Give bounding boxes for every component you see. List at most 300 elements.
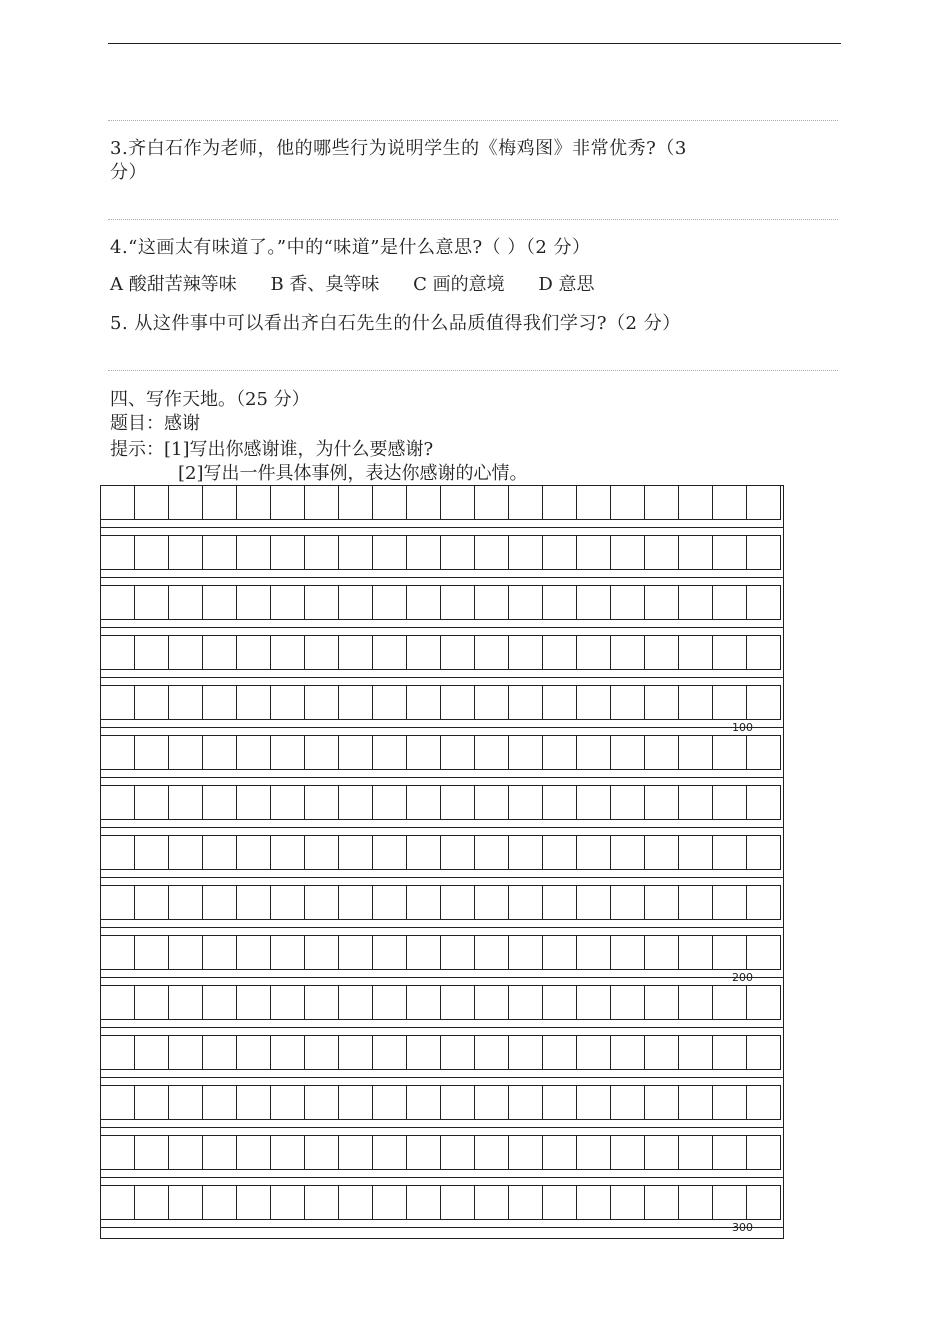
grid-cell[interactable] [678, 985, 713, 1020]
grid-cell[interactable] [202, 635, 237, 670]
grid-cell[interactable] [474, 635, 509, 670]
grid-cell[interactable] [100, 735, 135, 770]
grid-cell[interactable] [542, 835, 577, 870]
grid-cell[interactable] [372, 735, 407, 770]
grid-cell[interactable] [576, 1035, 611, 1070]
grid-cell[interactable] [474, 885, 509, 920]
grid-cell[interactable] [202, 1185, 237, 1220]
grid-cell[interactable] [508, 735, 543, 770]
grid-cell[interactable] [304, 835, 339, 870]
grid-cell[interactable] [678, 535, 713, 570]
grid-cell[interactable] [610, 1185, 645, 1220]
grid-cell[interactable] [542, 1135, 577, 1170]
grid-cell[interactable] [236, 635, 271, 670]
grid-cell[interactable] [508, 1135, 543, 1170]
grid-cell[interactable] [678, 735, 713, 770]
grid-cell[interactable] [746, 485, 781, 520]
grid-cell[interactable] [678, 1185, 713, 1220]
grid-cell[interactable] [508, 1035, 543, 1070]
grid-cell[interactable] [440, 735, 475, 770]
grid-cell[interactable] [678, 1085, 713, 1120]
grid-cell[interactable] [236, 835, 271, 870]
grid-cell[interactable] [270, 985, 305, 1020]
grid-cell[interactable] [202, 485, 237, 520]
grid-cell[interactable] [678, 1035, 713, 1070]
grid-cell[interactable] [610, 585, 645, 620]
grid-cell[interactable] [610, 835, 645, 870]
grid-cell[interactable] [134, 785, 169, 820]
grid-cell[interactable] [406, 1185, 441, 1220]
grid-cell[interactable] [576, 685, 611, 720]
grid-cell[interactable] [406, 1035, 441, 1070]
grid-cell[interactable] [202, 535, 237, 570]
grid-cell[interactable] [474, 835, 509, 870]
grid-cell[interactable] [644, 635, 679, 670]
grid-cell[interactable] [576, 835, 611, 870]
grid-cell[interactable] [576, 1135, 611, 1170]
grid-cell[interactable] [372, 1185, 407, 1220]
grid-cell[interactable] [474, 1135, 509, 1170]
grid-cell[interactable] [440, 685, 475, 720]
grid-cell[interactable] [168, 1185, 203, 1220]
grid-cell[interactable] [474, 1035, 509, 1070]
grid-cell[interactable] [644, 735, 679, 770]
grid-cell[interactable] [746, 635, 781, 670]
grid-cell[interactable] [202, 935, 237, 970]
grid-cell[interactable] [372, 1035, 407, 1070]
grid-cell[interactable] [712, 1135, 747, 1170]
grid-cell[interactable] [576, 635, 611, 670]
grid-cell[interactable] [168, 935, 203, 970]
grid-cell[interactable] [610, 685, 645, 720]
grid-cell[interactable] [440, 1185, 475, 1220]
grid-cell[interactable] [270, 1135, 305, 1170]
grid-cell[interactable] [202, 1085, 237, 1120]
grid-cell[interactable] [372, 935, 407, 970]
grid-cell[interactable] [270, 785, 305, 820]
grid-cell[interactable] [644, 685, 679, 720]
grid-cell[interactable] [440, 535, 475, 570]
grid-cell[interactable] [542, 635, 577, 670]
grid-cell[interactable] [610, 785, 645, 820]
grid-cell[interactable] [746, 885, 781, 920]
grid-cell[interactable] [508, 485, 543, 520]
grid-cell[interactable] [100, 1085, 135, 1120]
grid-cell[interactable] [746, 685, 781, 720]
grid-cell[interactable] [712, 1185, 747, 1220]
grid-cell[interactable] [372, 485, 407, 520]
grid-cell[interactable] [508, 785, 543, 820]
grid-cell[interactable] [236, 1085, 271, 1120]
grid-cell[interactable] [202, 985, 237, 1020]
grid-cell[interactable] [236, 785, 271, 820]
grid-cell[interactable] [100, 485, 135, 520]
grid-cell[interactable] [406, 885, 441, 920]
grid-cell[interactable] [100, 1135, 135, 1170]
grid-cell[interactable] [338, 1035, 373, 1070]
grid-cell[interactable] [406, 1135, 441, 1170]
grid-cell[interactable] [746, 1085, 781, 1120]
grid-cell[interactable] [372, 885, 407, 920]
grid-cell[interactable] [100, 535, 135, 570]
grid-cell[interactable] [270, 935, 305, 970]
grid-cell[interactable] [576, 535, 611, 570]
grid-cell[interactable] [610, 735, 645, 770]
grid-cell[interactable] [270, 535, 305, 570]
grid-cell[interactable] [372, 1135, 407, 1170]
grid-cell[interactable] [168, 735, 203, 770]
grid-cell[interactable] [338, 535, 373, 570]
grid-cell[interactable] [168, 1135, 203, 1170]
grid-cell[interactable] [134, 535, 169, 570]
grid-cell[interactable] [304, 1135, 339, 1170]
grid-cell[interactable] [270, 485, 305, 520]
grid-cell[interactable] [270, 685, 305, 720]
grid-cell[interactable] [406, 585, 441, 620]
grid-cell[interactable] [712, 835, 747, 870]
grid-cell[interactable] [270, 885, 305, 920]
grid-cell[interactable] [610, 935, 645, 970]
grid-cell[interactable] [712, 485, 747, 520]
grid-cell[interactable] [542, 785, 577, 820]
grid-cell[interactable] [304, 585, 339, 620]
grid-cell[interactable] [236, 1185, 271, 1220]
grid-cell[interactable] [644, 785, 679, 820]
grid-cell[interactable] [270, 635, 305, 670]
grid-cell[interactable] [236, 1135, 271, 1170]
grid-cell[interactable] [100, 985, 135, 1020]
grid-cell[interactable] [134, 485, 169, 520]
grid-cell[interactable] [474, 735, 509, 770]
grid-cell[interactable] [644, 485, 679, 520]
grid-cell[interactable] [202, 685, 237, 720]
grid-cell[interactable] [406, 635, 441, 670]
grid-cell[interactable] [508, 885, 543, 920]
grid-cell[interactable] [440, 935, 475, 970]
grid-cell[interactable] [338, 885, 373, 920]
grid-cell[interactable] [372, 785, 407, 820]
answer-line-q2[interactable] [108, 120, 838, 121]
grid-cell[interactable] [202, 885, 237, 920]
grid-cell[interactable] [474, 1185, 509, 1220]
grid-cell[interactable] [304, 735, 339, 770]
grid-cell[interactable] [610, 1135, 645, 1170]
grid-cell[interactable] [134, 835, 169, 870]
grid-cell[interactable] [644, 885, 679, 920]
grid-cell[interactable] [202, 1035, 237, 1070]
grid-cell[interactable] [678, 885, 713, 920]
grid-cell[interactable] [542, 485, 577, 520]
grid-cell[interactable] [202, 835, 237, 870]
grid-cell[interactable] [440, 1085, 475, 1120]
grid-cell[interactable] [712, 1035, 747, 1070]
grid-cell[interactable] [508, 935, 543, 970]
grid-cell[interactable] [610, 635, 645, 670]
grid-cell[interactable] [678, 835, 713, 870]
grid-cell[interactable] [576, 1085, 611, 1120]
grid-cell[interactable] [576, 985, 611, 1020]
grid-cell[interactable] [610, 1085, 645, 1120]
grid-cell[interactable] [610, 485, 645, 520]
grid-cell[interactable] [440, 785, 475, 820]
grid-cell[interactable] [644, 985, 679, 1020]
grid-cell[interactable] [338, 785, 373, 820]
grid-cell[interactable] [746, 535, 781, 570]
grid-cell[interactable] [168, 585, 203, 620]
grid-cell[interactable] [338, 635, 373, 670]
grid-cell[interactable] [542, 585, 577, 620]
grid-cell[interactable] [712, 1085, 747, 1120]
grid-cell[interactable] [168, 1035, 203, 1070]
grid-cell[interactable] [338, 1085, 373, 1120]
grid-cell[interactable] [440, 585, 475, 620]
grid-cell[interactable] [712, 585, 747, 620]
grid-cell[interactable] [304, 785, 339, 820]
grid-cell[interactable] [508, 685, 543, 720]
answer-line-q3[interactable] [108, 219, 838, 220]
grid-cell[interactable] [678, 635, 713, 670]
grid-cell[interactable] [236, 1035, 271, 1070]
grid-cell[interactable] [508, 635, 543, 670]
grid-cell[interactable] [270, 1185, 305, 1220]
grid-cell[interactable] [168, 885, 203, 920]
grid-cell[interactable] [338, 1135, 373, 1170]
grid-cell[interactable] [304, 685, 339, 720]
grid-cell[interactable] [644, 1035, 679, 1070]
grid-cell[interactable] [678, 1135, 713, 1170]
grid-cell[interactable] [338, 835, 373, 870]
grid-cell[interactable] [678, 485, 713, 520]
grid-cell[interactable] [236, 485, 271, 520]
grid-cell[interactable] [236, 735, 271, 770]
grid-cell[interactable] [576, 935, 611, 970]
grid-cell[interactable] [440, 1035, 475, 1070]
grid-cell[interactable] [712, 885, 747, 920]
grid-cell[interactable] [542, 1185, 577, 1220]
grid-cell[interactable] [678, 935, 713, 970]
grid-cell[interactable] [474, 935, 509, 970]
grid-cell[interactable] [100, 585, 135, 620]
grid-cell[interactable] [338, 735, 373, 770]
grid-cell[interactable] [746, 835, 781, 870]
grid-cell[interactable] [270, 585, 305, 620]
grid-cell[interactable] [644, 1135, 679, 1170]
grid-cell[interactable] [712, 735, 747, 770]
grid-cell[interactable] [406, 1085, 441, 1120]
grid-cell[interactable] [270, 835, 305, 870]
grid-cell[interactable] [746, 935, 781, 970]
option-a[interactable]: A 酸甜苦辣等味 [110, 274, 237, 295]
grid-cell[interactable] [304, 935, 339, 970]
grid-cell[interactable] [746, 585, 781, 620]
grid-cell[interactable] [474, 985, 509, 1020]
grid-cell[interactable] [168, 1085, 203, 1120]
grid-cell[interactable] [576, 785, 611, 820]
grid-cell[interactable] [746, 985, 781, 1020]
grid-cell[interactable] [338, 485, 373, 520]
grid-cell[interactable] [508, 835, 543, 870]
grid-cell[interactable] [304, 635, 339, 670]
grid-cell[interactable] [542, 985, 577, 1020]
grid-cell[interactable] [644, 935, 679, 970]
grid-cell[interactable] [610, 985, 645, 1020]
grid-cell[interactable] [644, 1185, 679, 1220]
grid-cell[interactable] [406, 735, 441, 770]
grid-cell[interactable] [576, 1185, 611, 1220]
grid-cell[interactable] [372, 1085, 407, 1120]
grid-cell[interactable] [236, 935, 271, 970]
grid-cell[interactable] [610, 1035, 645, 1070]
grid-cell[interactable] [712, 985, 747, 1020]
grid-cell[interactable] [372, 535, 407, 570]
grid-cell[interactable] [236, 535, 271, 570]
writing-grid[interactable] [100, 485, 784, 1241]
grid-cell[interactable] [474, 585, 509, 620]
grid-cell[interactable] [406, 685, 441, 720]
grid-cell[interactable] [746, 1035, 781, 1070]
grid-cell[interactable] [644, 585, 679, 620]
grid-cell[interactable] [168, 535, 203, 570]
option-c[interactable]: C 画的意境 [413, 274, 505, 295]
grid-cell[interactable] [236, 985, 271, 1020]
grid-cell[interactable] [542, 535, 577, 570]
grid-cell[interactable] [746, 785, 781, 820]
grid-cell[interactable] [542, 685, 577, 720]
grid-cell[interactable] [508, 1085, 543, 1120]
grid-cell[interactable] [474, 785, 509, 820]
grid-cell[interactable] [678, 585, 713, 620]
grid-cell[interactable] [712, 535, 747, 570]
grid-cell[interactable] [440, 635, 475, 670]
grid-cell[interactable] [746, 735, 781, 770]
grid-cell[interactable] [406, 935, 441, 970]
grid-cell[interactable] [610, 885, 645, 920]
grid-cell[interactable] [440, 885, 475, 920]
grid-cell[interactable] [712, 935, 747, 970]
grid-cell[interactable] [338, 585, 373, 620]
grid-cell[interactable] [100, 685, 135, 720]
grid-cell[interactable] [372, 985, 407, 1020]
grid-cell[interactable] [542, 735, 577, 770]
grid-cell[interactable] [100, 885, 135, 920]
grid-cell[interactable] [100, 635, 135, 670]
grid-cell[interactable] [134, 985, 169, 1020]
grid-cell[interactable] [576, 885, 611, 920]
grid-cell[interactable] [236, 585, 271, 620]
grid-cell[interactable] [134, 735, 169, 770]
grid-cell[interactable] [236, 885, 271, 920]
grid-cell[interactable] [610, 535, 645, 570]
grid-cell[interactable] [678, 785, 713, 820]
grid-cell[interactable] [100, 785, 135, 820]
grid-cell[interactable] [440, 485, 475, 520]
grid-cell[interactable] [542, 1035, 577, 1070]
grid-cell[interactable] [678, 685, 713, 720]
grid-cell[interactable] [542, 885, 577, 920]
grid-cell[interactable] [134, 635, 169, 670]
grid-cell[interactable] [304, 1085, 339, 1120]
grid-cell[interactable] [168, 835, 203, 870]
grid-cell[interactable] [576, 585, 611, 620]
option-d[interactable]: D 意思 [538, 274, 595, 295]
grid-cell[interactable] [440, 1135, 475, 1170]
grid-cell[interactable] [712, 785, 747, 820]
grid-cell[interactable] [406, 485, 441, 520]
grid-cell[interactable] [134, 1035, 169, 1070]
grid-cell[interactable] [644, 1085, 679, 1120]
grid-cell[interactable] [134, 885, 169, 920]
grid-cell[interactable] [168, 985, 203, 1020]
grid-cell[interactable] [746, 1135, 781, 1170]
grid-cell[interactable] [440, 985, 475, 1020]
grid-cell[interactable] [304, 535, 339, 570]
grid-cell[interactable] [406, 785, 441, 820]
grid-cell[interactable] [338, 685, 373, 720]
grid-cell[interactable] [474, 685, 509, 720]
grid-cell[interactable] [270, 1035, 305, 1070]
grid-cell[interactable] [168, 485, 203, 520]
grid-cell[interactable] [474, 535, 509, 570]
grid-cell[interactable] [304, 485, 339, 520]
grid-cell[interactable] [202, 735, 237, 770]
grid-cell[interactable] [100, 935, 135, 970]
grid-cell[interactable] [712, 635, 747, 670]
grid-cell[interactable] [134, 935, 169, 970]
grid-cell[interactable] [542, 1085, 577, 1120]
grid-cell[interactable] [134, 685, 169, 720]
grid-cell[interactable] [134, 1135, 169, 1170]
grid-cell[interactable] [508, 585, 543, 620]
option-b[interactable]: B 香、臭等味 [270, 274, 380, 295]
grid-cell[interactable] [644, 835, 679, 870]
grid-cell[interactable] [406, 835, 441, 870]
grid-cell[interactable] [440, 835, 475, 870]
grid-cell[interactable] [746, 1185, 781, 1220]
grid-cell[interactable] [134, 585, 169, 620]
grid-cell[interactable] [474, 485, 509, 520]
grid-cell[interactable] [712, 685, 747, 720]
grid-cell[interactable] [270, 1085, 305, 1120]
grid-cell[interactable] [134, 1185, 169, 1220]
grid-cell[interactable] [134, 1085, 169, 1120]
grid-cell[interactable] [304, 885, 339, 920]
grid-cell[interactable] [168, 635, 203, 670]
grid-cell[interactable] [372, 835, 407, 870]
grid-cell[interactable] [304, 1185, 339, 1220]
grid-cell[interactable] [338, 985, 373, 1020]
grid-cell[interactable] [372, 635, 407, 670]
grid-cell[interactable] [576, 735, 611, 770]
grid-cell[interactable] [304, 1035, 339, 1070]
grid-cell[interactable] [372, 685, 407, 720]
grid-cell[interactable] [644, 535, 679, 570]
grid-cell[interactable] [202, 1135, 237, 1170]
grid-cell[interactable] [576, 485, 611, 520]
grid-cell[interactable] [100, 835, 135, 870]
grid-cell[interactable] [202, 585, 237, 620]
grid-cell[interactable] [474, 1085, 509, 1120]
grid-cell[interactable] [168, 785, 203, 820]
grid-cell[interactable] [202, 785, 237, 820]
grid-cell[interactable] [338, 1185, 373, 1220]
grid-cell[interactable] [304, 985, 339, 1020]
grid-cell[interactable] [542, 935, 577, 970]
grid-cell[interactable] [508, 985, 543, 1020]
grid-cell[interactable] [168, 685, 203, 720]
grid-cell[interactable] [508, 1185, 543, 1220]
grid-cell[interactable] [236, 685, 271, 720]
grid-cell[interactable] [372, 585, 407, 620]
